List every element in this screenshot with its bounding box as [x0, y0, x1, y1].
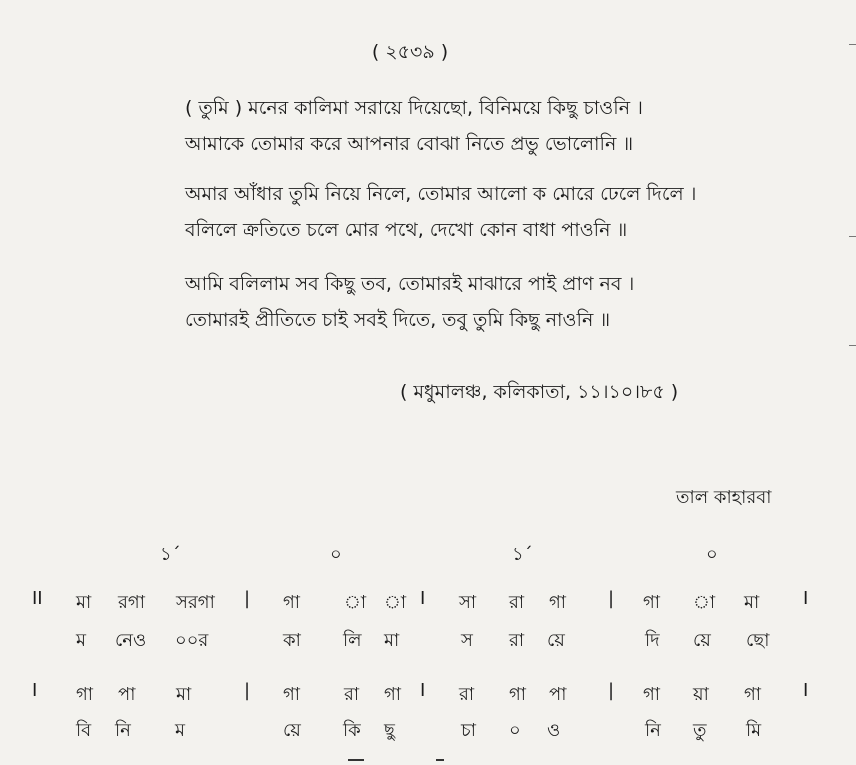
- beat-divider: |: [244, 680, 251, 701]
- lyric-syllable: বি: [76, 720, 92, 741]
- beat-mark: ০: [706, 544, 718, 565]
- notation-cell: া: [344, 592, 367, 613]
- lyric-syllable: লি: [343, 630, 362, 651]
- notation-cell: মা: [76, 592, 92, 613]
- verse-line: তোমারই প্রীতিতে চাই সবই দিতে, তবু তুমি কিছু নাওনি ॥: [185, 309, 611, 331]
- lyric-syllable: মা: [384, 630, 400, 651]
- lyric-syllable: নেও: [115, 630, 147, 651]
- verse-line: আমাকে তোমার করে আপনার বোঝা নিতে প্রভু ভোলোনি ॥: [185, 133, 634, 155]
- notation-cell: রা: [509, 592, 525, 613]
- verse-line: আমি বলিলাম সব কিছু তব, তোমারই মাঝারে পাই প্রাণ নব ।: [185, 273, 635, 295]
- lyric-syllable: য়ে: [693, 630, 711, 651]
- start-double-bar: II: [32, 588, 43, 609]
- lyric-syllable: ০০র: [175, 630, 209, 651]
- lyric-syllable: দি: [645, 630, 660, 651]
- verse-line: অমার আঁধার তুমি নিয়ে নিলে, তোমার আলো ক মোরে ঢেলে দিলে ।: [185, 183, 697, 205]
- notation-cell: রা: [459, 684, 475, 705]
- lyric-syllable: ম: [76, 630, 86, 651]
- lyric-syllable: ছু: [384, 720, 395, 741]
- lyric-syllable: নি: [645, 720, 661, 741]
- notation-cell: সা: [459, 592, 477, 613]
- beat-mark: ১´: [512, 544, 533, 565]
- notation-cell: গা: [549, 592, 567, 613]
- verse-stanza-3: [185, 266, 785, 338]
- lyric-syllable: য়ে: [283, 720, 301, 741]
- lyric-syllable: চা: [461, 720, 476, 741]
- scan-edge-mark: [849, 44, 856, 45]
- bar-line: I: [32, 680, 38, 701]
- verse-line: বলিলে ক্রতিতে চলে মোর পথে, দেখো কোন বাধা পাওনি ॥: [185, 219, 628, 241]
- beat-divider: |: [608, 680, 615, 701]
- cut-off-mark: [436, 759, 444, 761]
- lyric-syllable: য়ে: [547, 630, 565, 651]
- verse-stanza-2: [185, 176, 785, 248]
- bar-line: I: [803, 588, 809, 609]
- beat-divider: |: [608, 588, 615, 609]
- cut-off-mark: [348, 759, 364, 761]
- verse-line: ( তুমি ) মনের কালিমা সরায়ে দিয়েছো, বিনিময়ে কিছু চাওনি ।: [185, 97, 643, 119]
- notation-cell: গা: [643, 684, 661, 705]
- bar-line: I: [803, 680, 809, 701]
- lyric-syllable: কি: [343, 720, 361, 741]
- lyric-syllable: ছো: [746, 630, 770, 651]
- source-note: ( মধুমালঞ্চ, কলিকাতা, ১১।১০।৮৫ ): [400, 381, 679, 403]
- scan-edge-mark: [849, 345, 856, 346]
- notation-cell: পা: [118, 684, 136, 705]
- lyric-syllable: ম: [175, 720, 185, 741]
- lyric-syllable: তু: [693, 720, 707, 741]
- beat-mark: ০: [330, 544, 342, 565]
- notation-cell: া: [384, 592, 407, 613]
- notation-cell: রগা: [118, 592, 145, 613]
- notation-cell: গা: [509, 684, 527, 705]
- notation-cell: পা: [549, 684, 567, 705]
- notation-cell: গা: [643, 592, 661, 613]
- notation-cell: গা: [744, 684, 762, 705]
- page-number: ( ২৫৩৯ ): [371, 41, 449, 63]
- notation-cell: গা: [283, 684, 301, 705]
- bar-line: I: [420, 680, 426, 701]
- notation-cell: গা: [384, 684, 402, 705]
- notation-cell: মা: [744, 592, 760, 613]
- notation-cell: রা: [344, 684, 360, 705]
- lyric-syllable: মি: [746, 720, 762, 741]
- notation-cell: া: [693, 592, 716, 613]
- lyric-syllable: কা: [283, 630, 301, 651]
- notation-cell: সরগা: [176, 592, 215, 613]
- lyric-syllable: স: [461, 630, 473, 651]
- lyric-syllable: ০: [509, 720, 521, 741]
- lyric-syllable: রা: [509, 630, 525, 651]
- verse-stanza-1: [185, 90, 785, 162]
- bar-line: I: [420, 588, 426, 609]
- beat-divider: |: [244, 588, 251, 609]
- beat-mark: ১´: [160, 544, 181, 565]
- lyric-syllable: ও: [547, 720, 561, 741]
- scan-edge-mark: [849, 236, 856, 237]
- notation-cell: মা: [176, 684, 192, 705]
- notation-cell: য়া: [693, 684, 709, 705]
- notation-cell: গা: [283, 592, 301, 613]
- notation-cell: গা: [76, 684, 94, 705]
- tal-name: তাল কাহারবা: [676, 487, 772, 508]
- lyric-syllable: নি: [115, 720, 131, 741]
